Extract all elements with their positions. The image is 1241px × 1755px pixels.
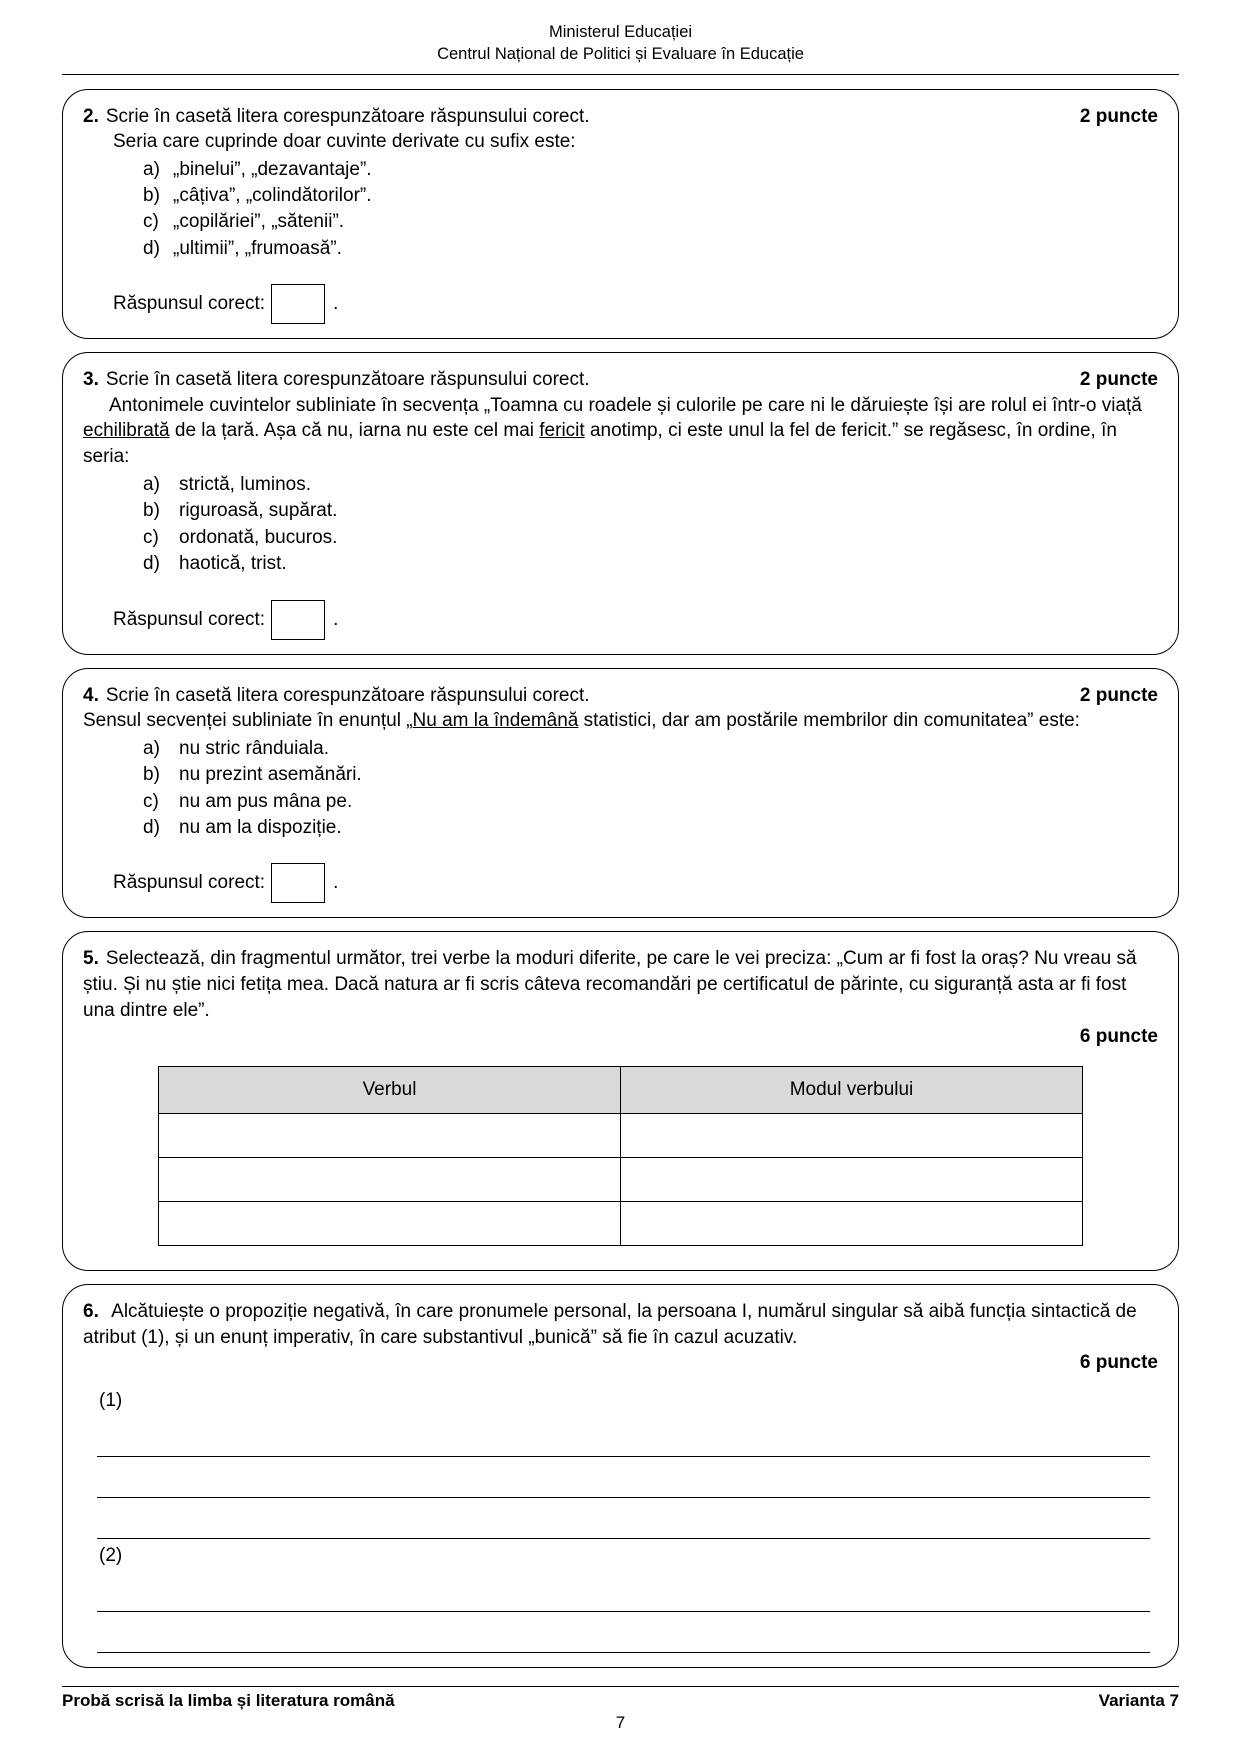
question-5-points: 6 puncte — [1079, 1025, 1158, 1047]
option-text: strictă, luminos. — [179, 474, 311, 495]
header-center: Centrul Național de Politici și Evaluare în Educație — [437, 44, 804, 63]
question-2 — [62, 89, 1179, 340]
answer-1-label: (1) — [99, 1390, 123, 1412]
question-3-prompt-wrap — [83, 367, 590, 392]
header-ministry: Ministerul Educației — [548, 23, 693, 41]
writing-line[interactable] — [97, 1416, 1150, 1457]
footer-right: Varianta 7 — [1098, 1691, 1179, 1710]
option-text: „copilăriei”, „sătenii”. — [173, 211, 345, 233]
writing-line[interactable] — [97, 1498, 1150, 1539]
option-item — [143, 157, 1158, 183]
cell-verb[interactable] — [159, 1113, 621, 1157]
table-row — [159, 1113, 1083, 1157]
column-header-verb: Verbul — [159, 1066, 621, 1113]
option-item — [143, 525, 1158, 551]
question-2-head — [83, 104, 1158, 129]
option-text: nu prezint asemănări. — [179, 764, 362, 786]
writing-line[interactable] — [97, 1457, 1150, 1498]
option-text: nu am pus mâna pe. — [179, 790, 353, 812]
question-5 — [62, 931, 1179, 1270]
question-3-points: 2 puncte — [1079, 369, 1158, 391]
option-item — [143, 498, 1158, 524]
answer-label: Răspunsul corect: — [113, 608, 266, 630]
option-text: „ultimii”, „frumoasă”. — [173, 237, 342, 259]
answer-2-label: (2) — [99, 1545, 123, 1567]
option-text: nu stric rânduiala. — [179, 737, 329, 759]
question-4-answer-row — [113, 863, 1158, 903]
option-letter: d) — [143, 237, 160, 259]
statement-part-3: anotimp, ci este unul la fel de fericit.” se regăsesc, în ordine, în seria: — [83, 420, 1117, 468]
option-letter: d) — [143, 553, 160, 575]
option-letter: a) — [143, 158, 160, 180]
question-3-number: 3. — [83, 369, 99, 391]
answer-box[interactable] — [271, 600, 325, 640]
question-4-statement — [83, 708, 1158, 734]
option-text: nu am la dispoziție. — [179, 816, 342, 838]
document-footer — [62, 1686, 1179, 1733]
verbs-table — [158, 1066, 1083, 1246]
footer-row — [62, 1691, 1179, 1711]
table-row — [159, 1201, 1083, 1245]
answer-suffix: . — [333, 872, 339, 894]
option-text: haotică, trist. — [179, 553, 287, 575]
header-divider — [62, 74, 1179, 75]
question-6-text-wrap — [83, 1299, 1158, 1351]
statement-part-1: Sensul secvenței subliniate în enunțul „ — [83, 709, 413, 731]
option-item — [143, 472, 1158, 498]
statement-underline-2: fericit — [539, 420, 585, 442]
cell-mood[interactable] — [621, 1201, 1083, 1245]
question-5-text-wrap — [83, 946, 1158, 1023]
option-item — [143, 815, 1158, 841]
option-letter: a) — [143, 474, 160, 495]
question-4 — [62, 668, 1179, 919]
option-letter: b) — [143, 764, 160, 786]
question-6-answer-1 — [83, 1390, 1158, 1539]
table-row — [159, 1157, 1083, 1201]
table-header-row — [159, 1066, 1083, 1113]
cell-mood[interactable] — [621, 1157, 1083, 1201]
option-letter: a) — [143, 737, 160, 759]
page-number: 7 — [615, 1713, 626, 1732]
question-3-statement — [83, 393, 1158, 470]
answer-box[interactable] — [271, 863, 325, 903]
question-2-number: 2. — [83, 105, 99, 127]
option-item — [143, 762, 1158, 788]
cell-mood[interactable] — [621, 1113, 1083, 1157]
footer-left: Probă scrisă la limba și literatura română — [62, 1691, 395, 1710]
option-text: ordonată, bucuros. — [179, 526, 338, 548]
question-2-points: 2 puncte — [1079, 105, 1158, 127]
option-letter: c) — [143, 211, 159, 233]
question-3-answer-row — [113, 600, 1158, 640]
option-text: riguroasă, supărat. — [179, 500, 338, 522]
writing-line[interactable] — [97, 1571, 1150, 1612]
option-letter: c) — [143, 790, 159, 812]
question-6-answer-2 — [83, 1545, 1158, 1653]
answer-box[interactable] — [271, 284, 325, 324]
question-6-points: 6 puncte — [1079, 1352, 1158, 1374]
question-4-options — [83, 736, 1158, 842]
question-2-options — [83, 157, 1158, 263]
statement-underline-1: Nu am la îndemână — [412, 709, 579, 731]
statement-part-1: Antonimele cuvintelor subliniate în secvența „Toamna cu roadele și culorile pe care ni le dăruiește își are rolul ei într-o viață — [109, 394, 1142, 416]
statement-part-2: de la țară. Așa că nu, iarna nu este cel mai — [169, 420, 540, 442]
option-item — [143, 789, 1158, 815]
question-2-prompt-wrap — [83, 104, 590, 129]
option-letter: c) — [143, 526, 159, 548]
option-letter: b) — [143, 500, 160, 522]
question-2-prompt: Scrie în casetă litera corespunzătoare răspunsului corect. — [105, 105, 590, 127]
question-4-head — [83, 683, 1158, 708]
footer-divider — [62, 1686, 1179, 1687]
question-3-prompt: Scrie în casetă litera corespunzătoare răspunsului corect. — [105, 369, 590, 391]
question-5-number: 5. — [83, 948, 99, 970]
option-item — [143, 551, 1158, 577]
option-text: „binelui”, „dezavantaje”. — [173, 158, 372, 180]
option-item — [143, 236, 1158, 262]
option-letter: d) — [143, 816, 160, 838]
question-4-number: 4. — [83, 684, 99, 706]
cell-verb[interactable] — [159, 1157, 621, 1201]
cell-verb[interactable] — [159, 1201, 621, 1245]
question-4-prompt-wrap — [83, 683, 590, 708]
question-3-head — [83, 367, 1158, 392]
writing-line[interactable] — [97, 1612, 1150, 1653]
question-3 — [62, 352, 1179, 654]
question-6 — [62, 1284, 1179, 1669]
answer-label: Răspunsul corect: — [113, 293, 266, 315]
question-5-text: Selectează, din fragmentul următor, trei verbe la moduri diferite, pe care le vei preciza: „Cum ar fi fost la oraș? Nu vreau să știu. Și nu știe nici fetița mea. Dacă natura ar fi scris câteva recomandări pe certificatul de părinte, cu siguranță asta ar fi fost una dintre ele”. — [83, 948, 1137, 1021]
option-letter: b) — [143, 185, 160, 207]
question-2-answer-row — [113, 284, 1158, 324]
question-4-prompt: Scrie în casetă litera corespunzătoare răspunsului corect. — [105, 684, 590, 706]
option-item — [143, 183, 1158, 209]
question-2-statement: Seria care cuprinde doar cuvinte derivate cu sufix este: — [113, 130, 576, 152]
question-4-points: 2 puncte — [1079, 684, 1158, 706]
question-6-text: Alcătuiește o propoziție negativă, în care pronumele personal, la persoana I, numărul singular să aibă funcția sintactică de atribut (1), și un enunț imperativ, în care substantivul „bunică” să fie în cazul acuzativ. — [83, 1300, 1137, 1348]
document-header — [62, 22, 1179, 70]
column-header-mood: Modul verbului — [621, 1066, 1083, 1113]
answer-label: Răspunsul corect: — [113, 872, 266, 894]
option-text: „câțiva”, „colindătorilor”. — [173, 185, 372, 207]
answer-suffix: . — [333, 608, 339, 630]
option-item — [143, 736, 1158, 762]
question-6-number: 6. — [83, 1300, 99, 1322]
option-item — [143, 209, 1158, 235]
answer-suffix: . — [333, 293, 339, 315]
statement-underline-1: echilibrată — [83, 420, 170, 442]
question-3-options — [83, 472, 1158, 578]
statement-part-2: statistici, dar am postările membrilor din comunitatea” este: — [578, 709, 1080, 731]
